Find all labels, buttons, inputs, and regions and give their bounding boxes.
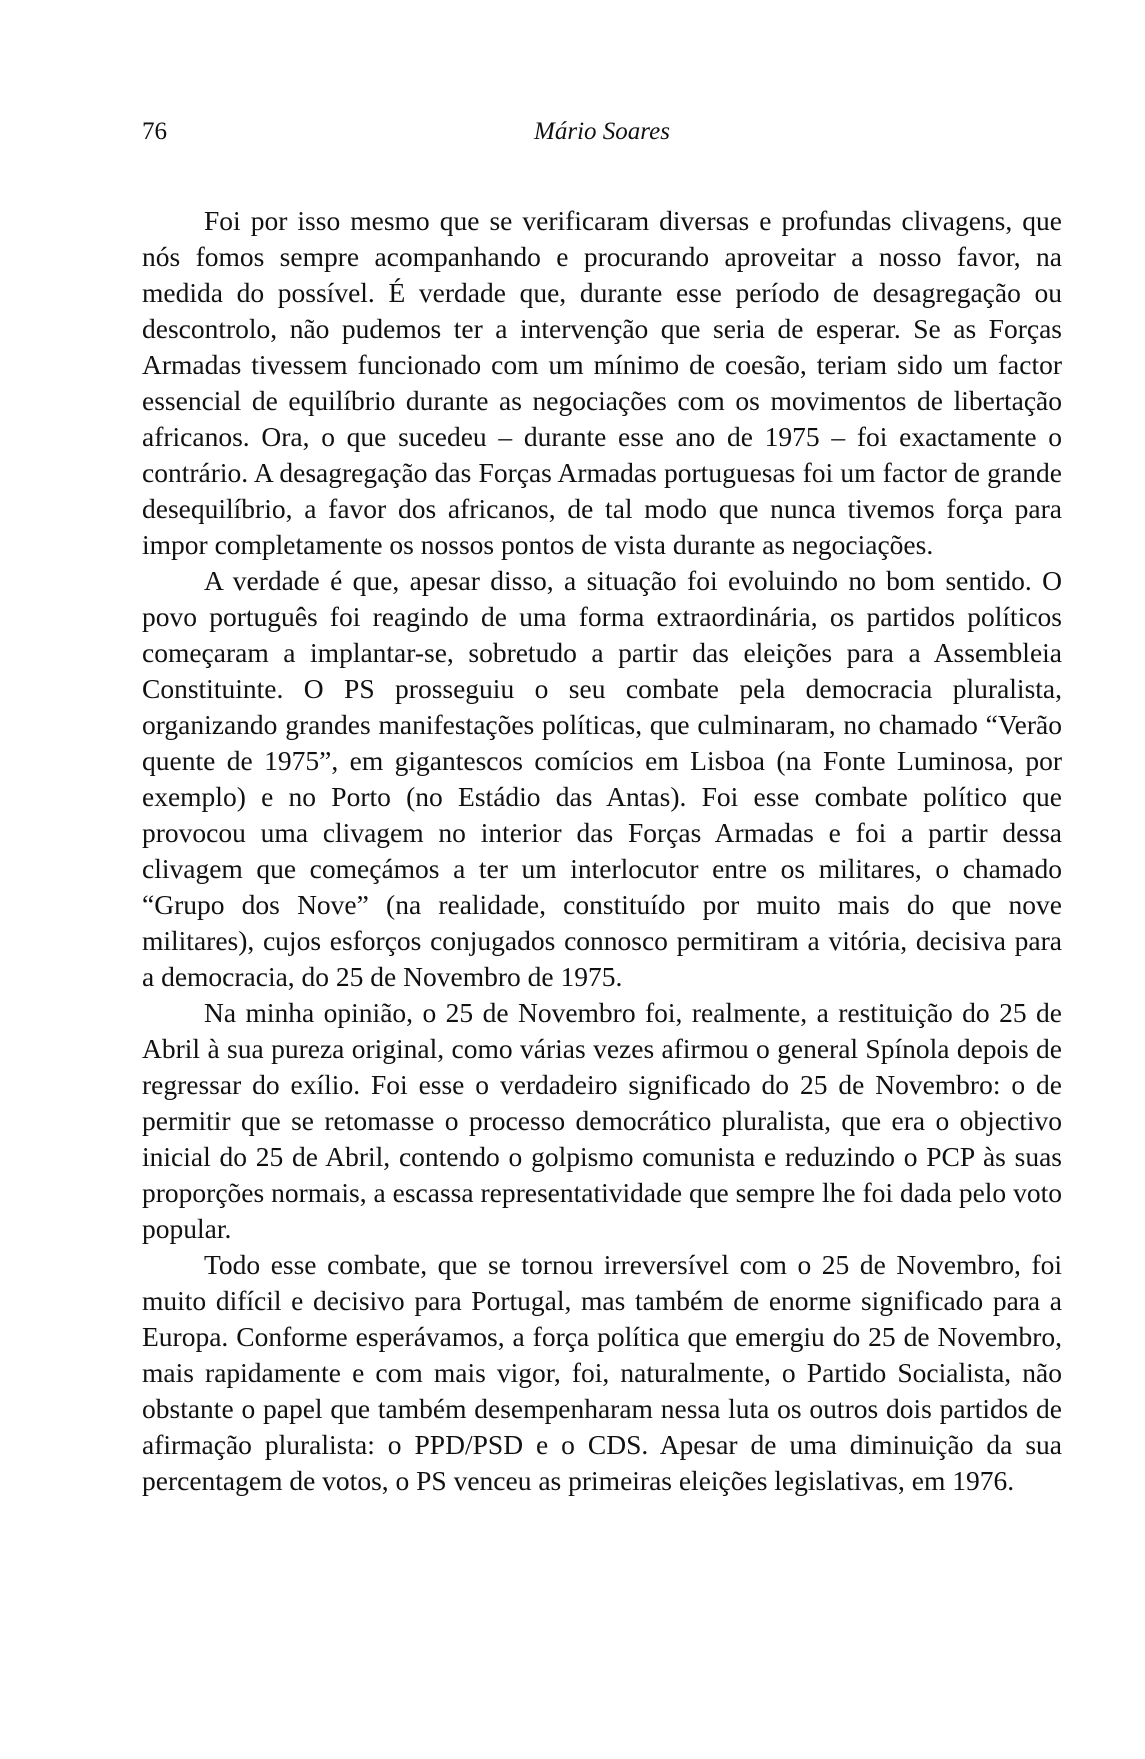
paragraph-2: A verdade é que, apesar disso, a situação foi evoluindo no bom sentido. O povo português foi reagindo de uma forma extraordinária, os partidos políticos começaram a implantar-se, sobretudo a partir das eleições para a Assembleia Constituinte. O PS prosseguiu o seu combate pela democracia pluralista, organizando grandes manifestações políticas, que culminaram, no chamado “Verão quente de 1975”, em gigantescos comícios em Lisboa (na Fonte Luminosa, por exemplo) e no Porto (no Estádio das Antas). Foi esse combate político que provocou uma clivagem no interior das Forças Armadas e foi a partir dessa clivagem que começámos a ter um interlocutor entre os militares, o chamado “Grupo dos Nove” (na realidade, constituído por muito mais do que nove militares), cujos esforços conjugados connosco permitiram a vitória, decisiva para a democracia, do 25 de Novembro de 1975.	[142, 565, 1062, 992]
paragraph-3: Na minha opinião, o 25 de Novembro foi, realmente, a restituição do 25 de Abril à sua pureza original, como várias vezes afirmou o general Spínola depois de regressar do exílio. Foi esse o verdadeiro significado do 25 de Novembro: o de permitir que se retomasse o processo democrático pluralista, que era o objectivo inicial do 25 de Abril, contendo o golpismo comunista e reduzindo o PCP às suas proporções normais, a escassa representatividade que sempre lhe foi dada pelo voto popular.	[142, 997, 1062, 1244]
paragraph-1: Foi por isso mesmo que se verificaram diversas e profundas clivagens, que nós fomos sempre acompanhando e procurando aproveitar a nosso favor, na medida do possível. É verdade que, durante esse período de desagregação ou descontrolo, não pudemos ter a intervenção que seria de esperar. Se as Forças Armadas tivessem funcionado com um mínimo de coesão, teriam sido um factor essencial de equilíbrio durante as negociações com os movimentos de libertação africanos. Ora, o que sucedeu – durante esse ano de 1975 – foi exactamente o contrário. A desagregação das Forças Armadas portuguesas foi um factor de grande desequilíbrio, a favor dos africanos, de tal modo que nunca tivemos força para impor completamente os nossos pontos de vista durante as negociações.	[142, 205, 1062, 560]
body-text	[142, 203, 1062, 1499]
paragraph-4: Todo esse combate, que se tornou irreversível com o 25 de Novembro, foi muito difícil e decisivo para Portugal, mas também de enorme significado para a Europa. Conforme esperávamos, a força política que emergiu do 25 de Novembro, mais rapidamente e com mais vigor, foi, naturalmente, o Partido Socialista, não obstante o papel que também desempenharam nessa luta os outros dois partidos de afirmação pluralista: o PPD/PSD e o CDS. Apesar de uma diminuição da sua percentagem de votos, o PS venceu as primeiras eleições legislativas, em 1976.	[142, 1249, 1062, 1496]
page-number: 76	[142, 118, 167, 145]
running-head-author: Mário Soares	[534, 118, 670, 145]
page-header	[142, 117, 1062, 147]
